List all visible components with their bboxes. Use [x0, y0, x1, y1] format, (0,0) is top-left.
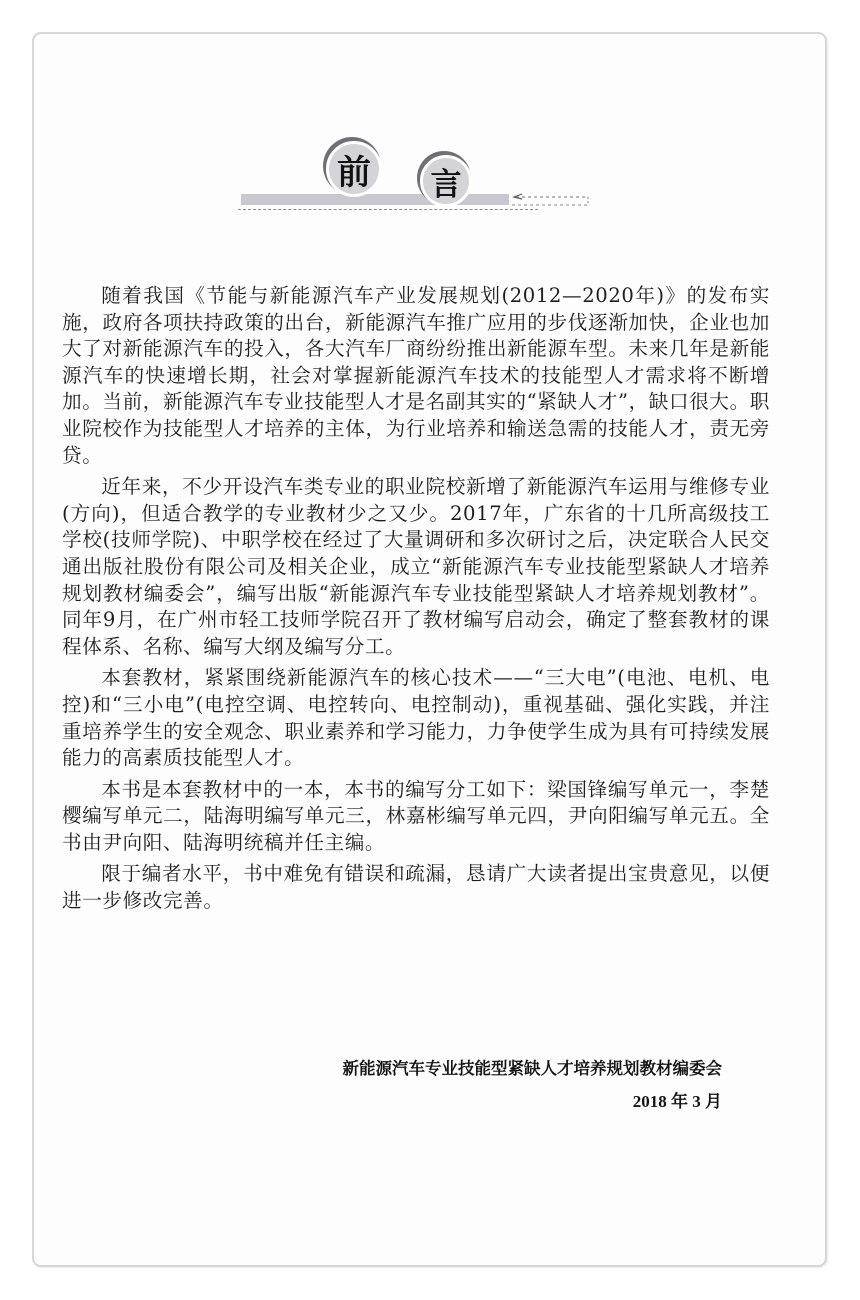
paragraph-3: 本套教材，紧紧围绕新能源汽车的核心技术——“三大电”(电池、电机、电控)和“三小电”(电控空调、电控转向、电控制动)，重视基础、强化实践，并注重培养学生的安全观念、职业素养和学习能力，力争使学生成为具有可持续发展能力的高素质技能型人才。	[62, 666, 770, 770]
signature-block	[343, 1052, 723, 1118]
heading-bar	[241, 194, 509, 205]
paragraph-5: 限于编者水平，书中难免有错误和疏漏，恳请广大读者提出宝贵意见，以便进一步修改完善。	[62, 862, 770, 913]
heading-char-2: 言	[430, 166, 462, 203]
heading-circle-yan	[420, 155, 472, 207]
paragraph-4: 本书是本套教材中的一本，本书的编写分工如下：梁国锋编写单元一，李楚樱编写单元二，陆海明编写单元三，林嘉彬编写单元四，尹向阳编写单元五。全书由尹向阳、陆海明统稿并任主编。	[62, 777, 770, 854]
preface-heading	[230, 135, 530, 215]
heading-circle-qian	[326, 141, 382, 197]
signature-organization: 新能源汽车专业技能型紧缺人才培养规划教材编委会	[342, 1059, 722, 1078]
preface-body	[62, 283, 770, 920]
heading-dashed-rule	[238, 209, 538, 210]
arrow-left-icon	[512, 189, 592, 207]
paragraph-1: 随着我国《节能与新能源汽车产业发展规划(2012—2020年)》的发布实施，政府各项扶持政策的出台，新能源汽车推广应用的步伐逐渐加快，企业也加大了对新能源汽车的投入，各大汽车厂商纷纷推出新能源车型。未来几年是新能源汽车的快速增长期，社会对掌握新能源汽车技术的技能型人才需求将不断增加。当前，新能源汽车专业技能型人才是名副其实的“紧缺人才”，缺口很大。职业院校作为技能型人才培养的主体，为行业培养和输送急需的技能人才，责无旁贷。	[62, 284, 770, 467]
signature-date: 2018 年 3 月	[632, 1092, 722, 1111]
paragraph-2: 近年来，不少开设汽车类专业的职业院校新增了新能源汽车运用与维修专业(方向)，但适合教学的专业教材少之又少。2017年，广东省的十几所高级技工学校(技师学院)、中职学校在经过了大量调研和多次研讨之后，决定联合人民交通出版社股份有限公司及相关企业，成立“新能源汽车专业技能型紧缺人才培养规划教材编委会”，编写出版“新能源汽车专业技能型紧缺人才培养规划教材”。同年9月，在广州市轻工技师学院召开了教材编写启动会，确定了整套教材的课程体系、名称、编写大纲及编写分工。	[62, 475, 770, 658]
heading-char-1: 前	[337, 152, 371, 193]
